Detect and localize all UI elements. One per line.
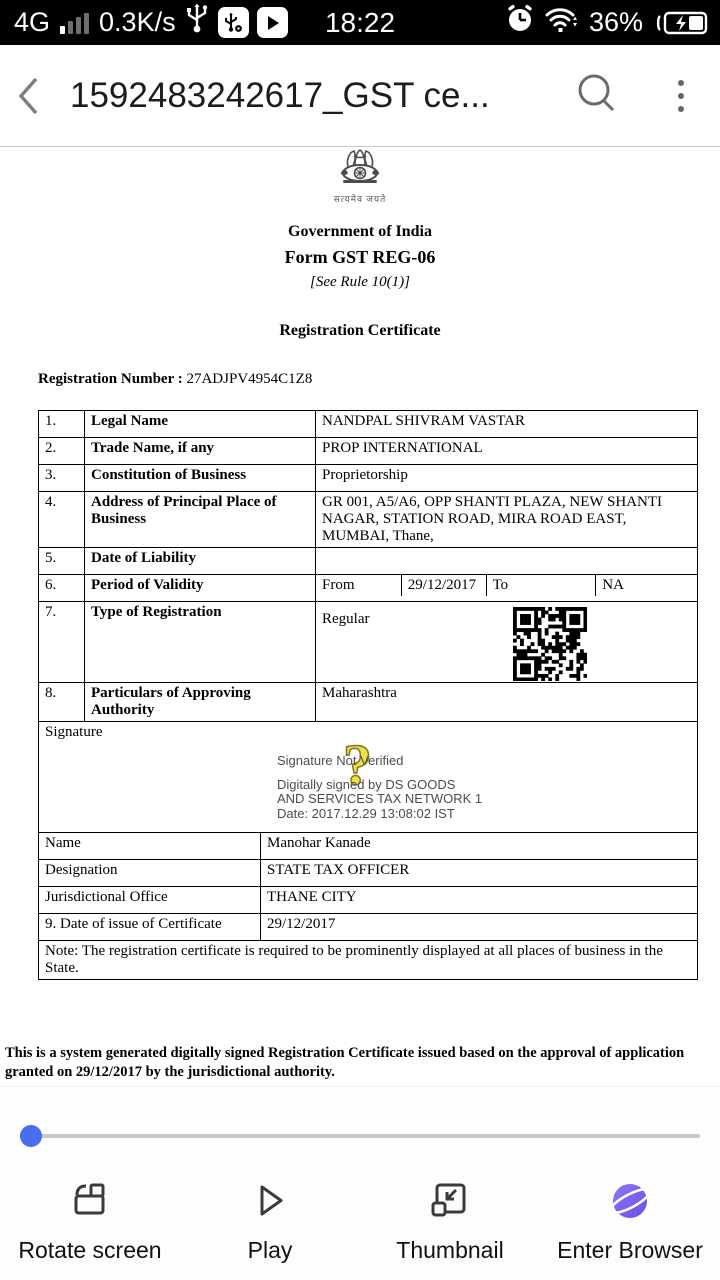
network-speed-label: 0.3K/s xyxy=(99,7,176,37)
designation-value: STATE TAX OFFICER xyxy=(261,860,698,887)
digital-signature-block: ? Signature Not Verified Digitally signed by DS GOODS AND SERVICES TAX NETWORK 1 Date: 2017.12.29 13:08:02 IST xyxy=(277,754,537,821)
footer-disclaimer: This is a system generated digitally signed Registration Certificate issued based on the approval of application granted on 29/12/2017 by the jurisdictional authority. xyxy=(5,1045,685,1080)
battery-percent-label: 36% xyxy=(588,7,643,37)
registration-number-label: Registration Number : xyxy=(38,371,183,387)
table-row: Designation STATE TAX OFFICER xyxy=(39,860,698,887)
table-row: 7. Type of Registration Regular xyxy=(39,602,698,683)
officer-name-value: Manohar Kanade xyxy=(261,833,698,860)
clock-time: 18:22 xyxy=(324,6,396,38)
signature-question-mark: ? xyxy=(343,732,372,797)
note-row xyxy=(39,941,698,980)
play-icon xyxy=(248,1179,292,1223)
alarm-clock-icon xyxy=(505,4,535,41)
validity-to-label: To xyxy=(486,575,596,596)
search-button[interactable] xyxy=(574,70,620,121)
constitution-value: Proprietorship xyxy=(316,465,698,492)
validity-from-value: 29/12/2017 xyxy=(401,575,486,596)
viewer-bottom-panel xyxy=(0,1086,720,1280)
table-row: 5. Date of Liability xyxy=(39,548,698,575)
registration-number-value: 27ADJPV4954C1Z8 xyxy=(186,371,313,387)
table-row: 1. Legal Name NANDPAL SHIVRAM VASTAR xyxy=(39,411,698,438)
table-row: 4. Address of Principal Place of Business GR 001, A5/A6, OPP SHANTI PLAZA, NEW SHANTI NAGAR, STATION ROAD, MIRA ROAD EAST, MUMBAI, Thane, xyxy=(39,492,698,548)
address-value: GR 001, A5/A6, OPP SHANTI PLAZA, NEW SHANTI NAGAR, STATION ROAD, MIRA ROAD EAST, MUMBAI, Thane, xyxy=(316,492,698,548)
table-row: 9. Date of issue of Certificate 29/12/2017 xyxy=(39,914,698,941)
signature-row xyxy=(39,722,698,833)
certificate-table xyxy=(38,410,698,833)
network-type-label: 4G xyxy=(14,7,51,37)
tool-label: Rotate screen xyxy=(18,1237,162,1263)
page-scrub-slider[interactable] xyxy=(30,1134,700,1138)
rule-reference: [See Rule 10(1)] xyxy=(310,274,410,290)
certificate-title: Registration Certificate xyxy=(279,322,441,339)
emblem-motto: सत्यमेव जयते xyxy=(333,194,387,204)
enter-browser-button[interactable] xyxy=(540,1171,720,1264)
table-row: 6. Period of Validity From 29/12/2017 To NA xyxy=(39,575,698,602)
validity-to-value: NA xyxy=(595,575,697,596)
play-button[interactable] xyxy=(180,1171,360,1264)
officer-table xyxy=(38,832,698,980)
qr-code xyxy=(513,607,587,683)
date-of-liability-value xyxy=(316,548,698,575)
slider-thumb[interactable] xyxy=(20,1125,42,1147)
jurisdiction-value: THANE CITY xyxy=(261,887,698,914)
issue-date-value: 29/12/2017 xyxy=(261,914,698,941)
approving-authority-value: Maharashtra xyxy=(316,683,698,722)
thumbnail-button[interactable] xyxy=(360,1171,540,1264)
rotate-screen-icon xyxy=(68,1179,112,1223)
table-row: Jurisdictional Office THANE CITY xyxy=(39,887,698,914)
validity-from-label: From xyxy=(322,577,355,593)
trade-name-value: PROP INTERNATIONAL xyxy=(316,438,698,465)
title-bar xyxy=(0,45,720,147)
bottom-toolbar xyxy=(0,1171,720,1264)
tool-label: Play xyxy=(247,1237,293,1263)
form-heading: Form GST REG-06 xyxy=(284,247,436,267)
table-row: 8. Particulars of Approving Authority Maharashtra xyxy=(39,683,698,722)
thumbnail-icon xyxy=(428,1179,472,1223)
signature-label: Signature xyxy=(45,724,103,740)
overflow-menu-button[interactable] xyxy=(678,80,684,112)
note-text: Note: The registration certificate is required to be prominently displayed at all places of business in the State. xyxy=(39,941,698,980)
table-row: 3. Constitution of Business Proprietorship xyxy=(39,465,698,492)
back-button[interactable] xyxy=(0,68,56,124)
table-row: 2. Trade Name, if any PROP INTERNATIONAL xyxy=(39,438,698,465)
status-bar xyxy=(0,0,720,45)
document-title: 1592483242617_GST ce... xyxy=(70,75,490,115)
rotate-screen-button[interactable] xyxy=(0,1171,180,1264)
planet-browser-icon xyxy=(605,1179,655,1223)
registration-number-line xyxy=(38,371,720,388)
india-emblem-icon xyxy=(334,176,386,193)
signature-status: Signature Not Verified xyxy=(277,753,404,768)
battery-charging-icon xyxy=(652,8,710,38)
pdf-page[interactable] xyxy=(0,148,720,1086)
tool-label: Thumbnail xyxy=(396,1237,504,1263)
table-row: Name Manohar Kanade xyxy=(39,833,698,860)
wifi-icon xyxy=(544,4,580,41)
government-heading: Government of India xyxy=(288,223,432,240)
tool-label: Enter Browser xyxy=(557,1237,703,1263)
legal-name-value: NANDPAL SHIVRAM VASTAR xyxy=(316,411,698,438)
registration-type-value: Regular xyxy=(322,611,370,627)
